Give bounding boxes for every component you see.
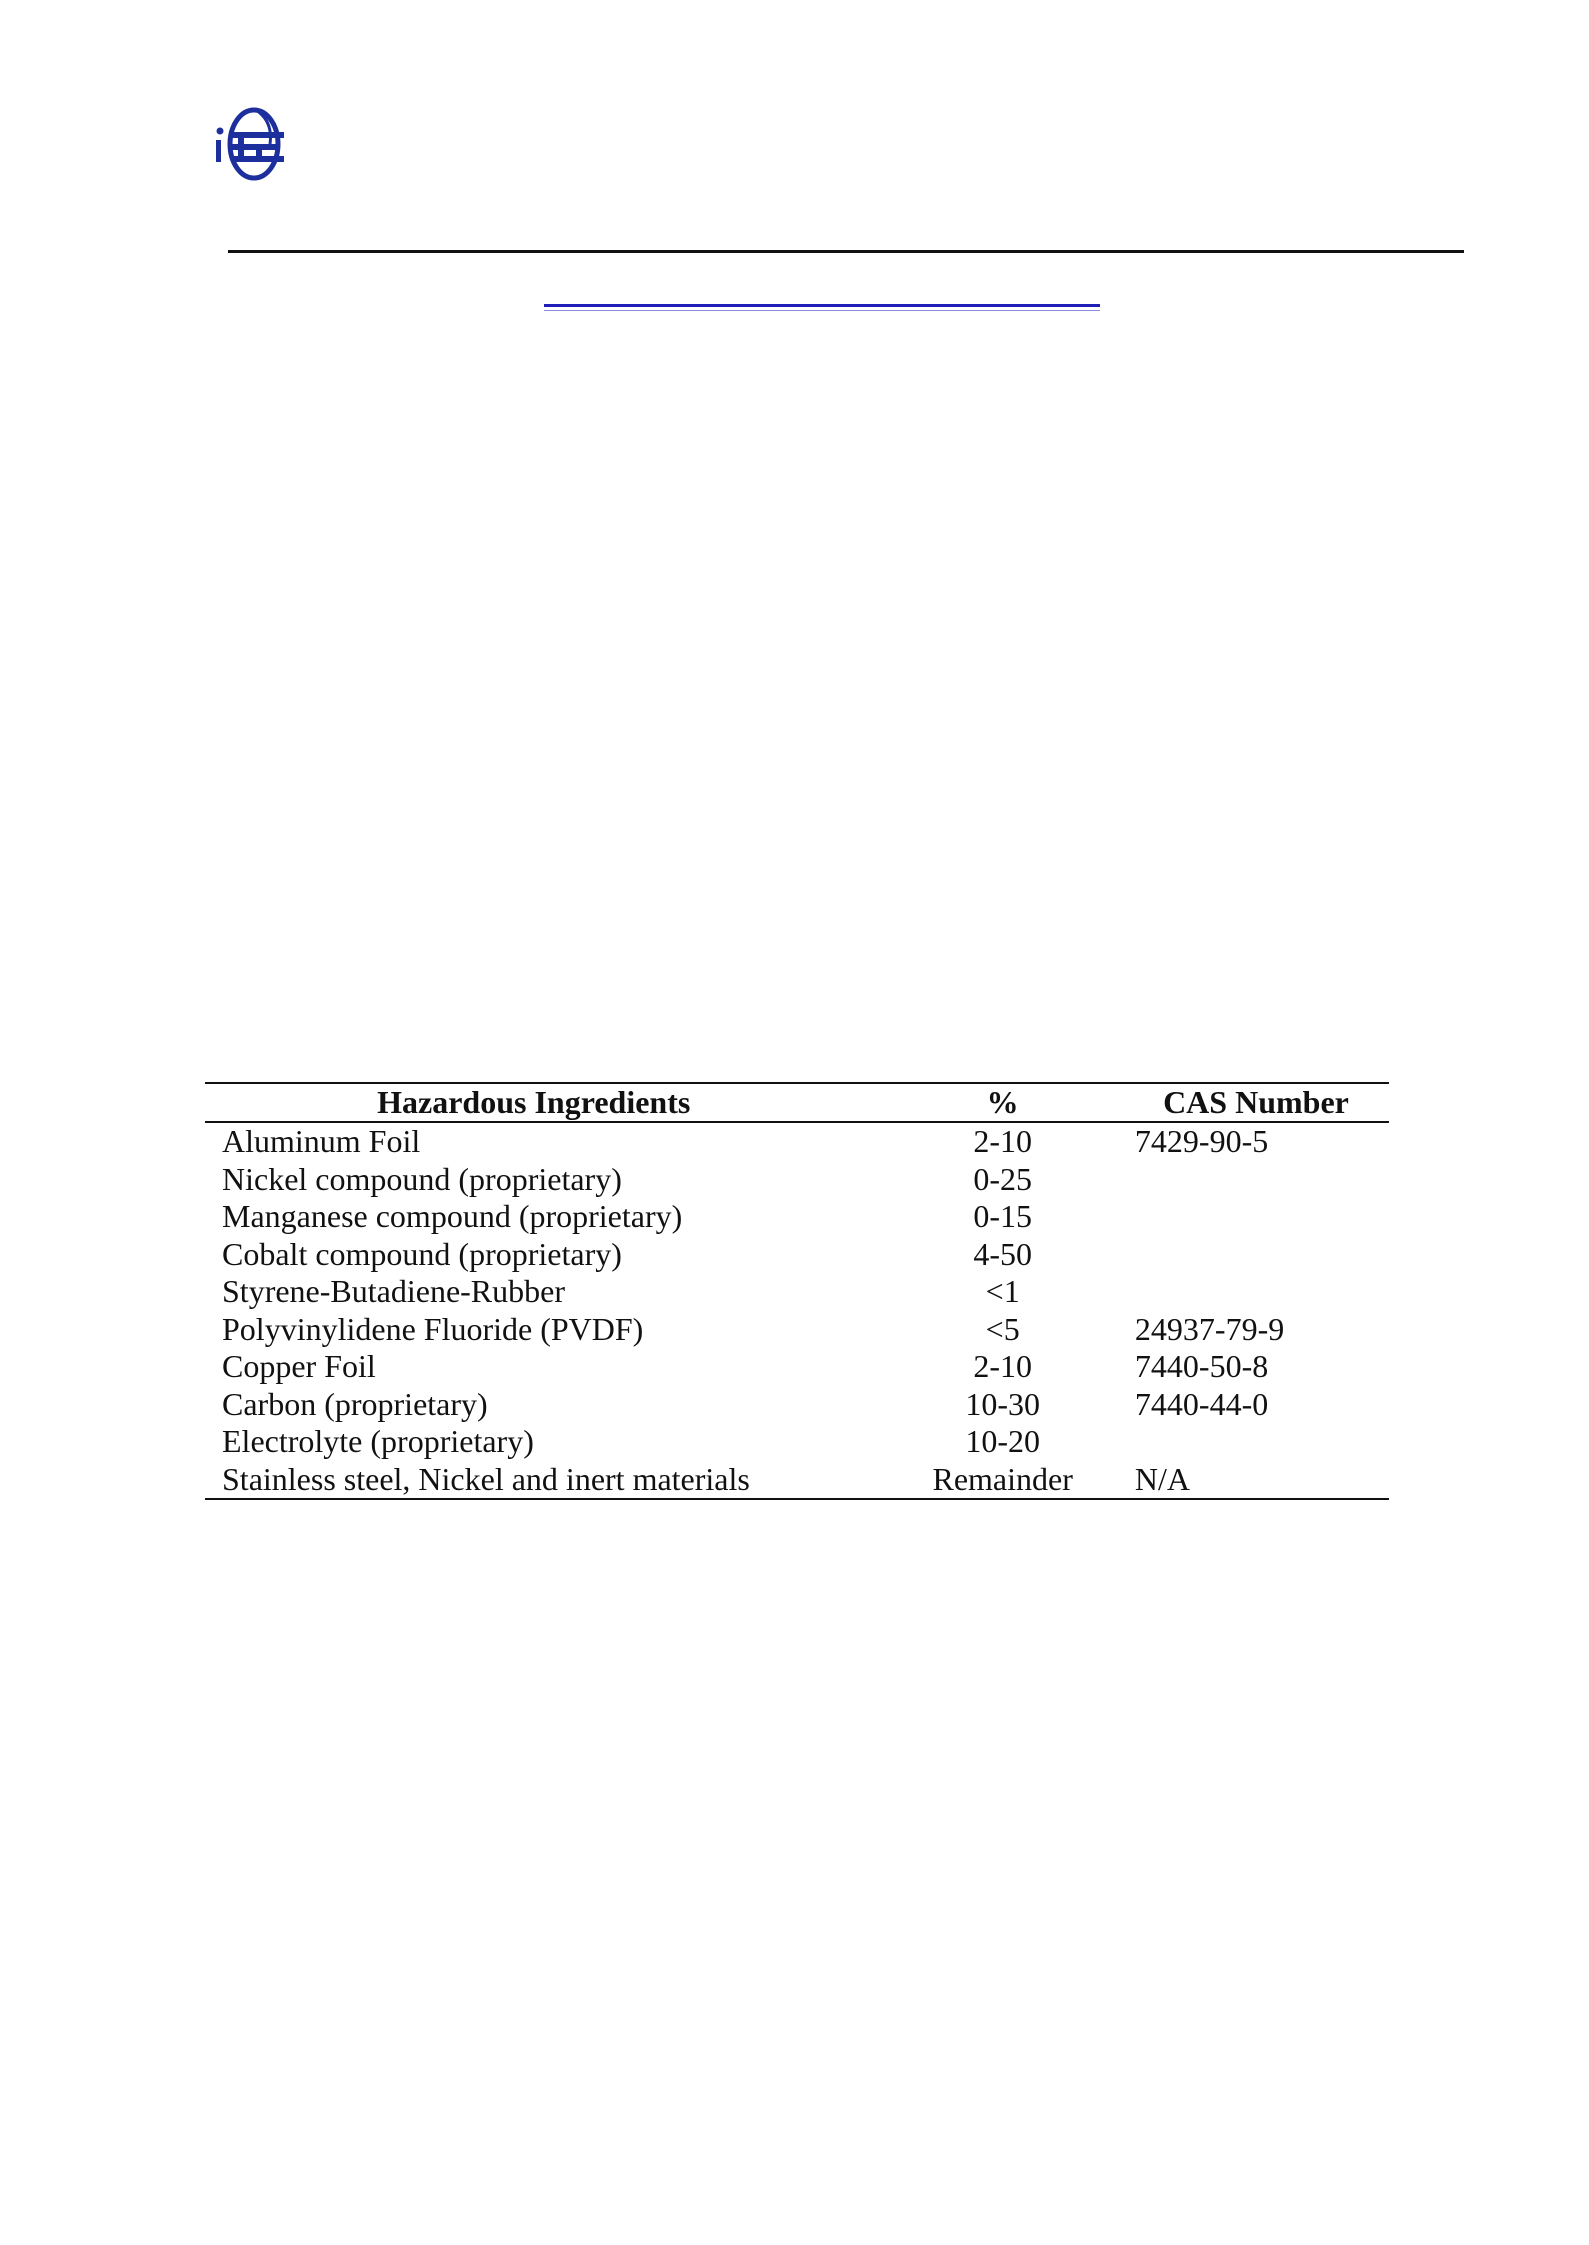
table-row [205, 1311, 1389, 1349]
table-row [205, 1198, 1389, 1236]
ingredient-name: Copper Foil [222, 1348, 376, 1384]
ingredient-percent: 0-15 [973, 1198, 1032, 1234]
ingredient-cas: 7440-44-0 [1134, 1385, 1269, 1422]
table-row [205, 1386, 1389, 1424]
table-header-row [205, 1083, 1389, 1122]
ingredient-cas [1123, 1198, 1389, 1236]
ingredient-name: Carbon (proprietary) [222, 1385, 488, 1422]
hazardous-ingredients-table [205, 1082, 1389, 1500]
header-divider [228, 250, 1464, 253]
ingredient-name: Nickel compound (proprietary) [222, 1160, 622, 1197]
header-cas-number: CAS Number [1163, 1084, 1349, 1120]
table-row [205, 1161, 1389, 1199]
ingredient-cas [1123, 1423, 1389, 1461]
ingredient-percent: 4-50 [973, 1235, 1032, 1272]
table-row [205, 1273, 1389, 1311]
ingredient-name: Cobalt compound (proprietary) [222, 1235, 622, 1272]
ingredient-name: Stainless steel, Nickel and inert materials [222, 1460, 750, 1497]
ingredient-percent: 2-10 [973, 1123, 1032, 1159]
ingredient-cas [1123, 1161, 1389, 1199]
header-ingredient: Hazardous Ingredients [377, 1084, 691, 1120]
ingredient-name: Styrene-Butadiene-Rubber [222, 1273, 565, 1309]
ingredient-name: Polyvinylidene Fluoride (PVDF) [222, 1310, 644, 1347]
ingredient-percent: <5 [985, 1310, 1020, 1347]
ingredient-cas [1123, 1236, 1389, 1274]
ingredient-cas: N/A [1134, 1460, 1191, 1497]
ingredient-percent: 10-20 [965, 1423, 1040, 1459]
link-underline[interactable] [544, 304, 1100, 307]
ingredient-percent: <1 [985, 1273, 1020, 1309]
ingredient-percent: 10-30 [965, 1385, 1040, 1422]
ingredient-cas [1123, 1273, 1389, 1311]
ingredient-percent: 2-10 [973, 1348, 1032, 1384]
table-row [205, 1236, 1389, 1274]
iees-logo-icon [212, 104, 292, 184]
table-row [205, 1348, 1389, 1386]
ingredient-percent: Remainder [932, 1460, 1073, 1497]
ingredient-name: Aluminum Foil [222, 1123, 421, 1159]
ingredient-cas: 7429-90-5 [1134, 1123, 1269, 1159]
ingredient-cas: 24937-79-9 [1134, 1310, 1285, 1347]
table-row [205, 1461, 1389, 1500]
table-row [205, 1423, 1389, 1461]
ingredient-cas: 7440-50-8 [1134, 1348, 1269, 1384]
ingredient-name: Electrolyte (proprietary) [222, 1423, 534, 1459]
table-row [205, 1122, 1389, 1161]
ingredient-percent: 0-25 [973, 1160, 1032, 1197]
ingredient-name: Manganese compound (proprietary) [222, 1198, 683, 1234]
header-percent: % [986, 1084, 1019, 1120]
